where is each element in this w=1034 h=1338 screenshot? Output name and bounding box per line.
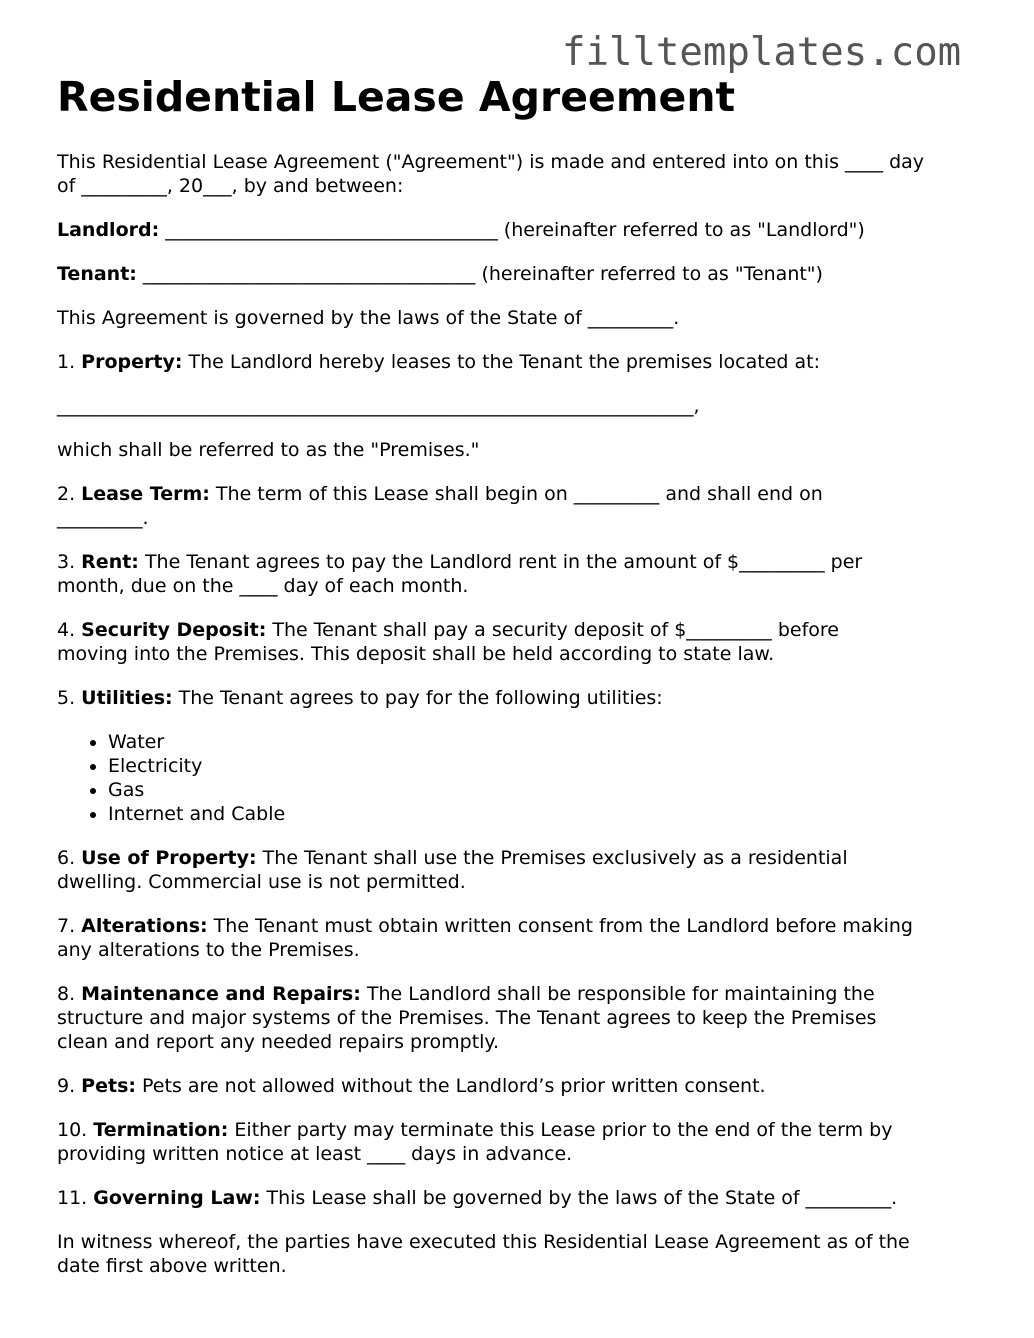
section-maintenance [57,982,987,1054]
section-text-cont: _________. [57,507,149,529]
tenant-line [57,262,987,286]
section-text: The Tenant agrees to pay for the following utilities: [172,687,663,709]
section-pets [57,1074,987,1098]
landlord-line [57,218,987,242]
section-label: Pets: [81,1075,136,1097]
section-number: 6. [57,847,82,869]
section-text: The Tenant shall pay a security deposit of $_________ before [266,619,839,641]
list-item: • Electricity [108,754,987,778]
section-lease-term [57,482,987,530]
section-text-cont: any alterations to the Premises. [57,939,360,961]
intro-paragraph [57,150,987,198]
section-termination [57,1118,987,1166]
landlord-field[interactable]: ___________________________________ (hereinafter referred to as "Landlord") [159,219,865,241]
section-number: 8. [57,983,82,1005]
section-text-cont: structure and major systems of the Premises. The Tenant agrees to keep the Premises [57,1007,877,1029]
section-label: Use of Property: [81,847,257,869]
list-item: • Water [108,730,987,754]
section-property [57,350,987,374]
intro-line-2: of _________, 20___, by and between: [57,175,404,197]
section-governing-law [57,1186,987,1210]
tenant-label: Tenant: [57,263,137,285]
section-text-cont: providing written notice at least ____ days in advance. [57,1143,573,1165]
section-text: The Tenant must obtain written consent from the Landlord before making [207,915,913,937]
section-text: The Tenant shall use the Premises exclusively as a residential [256,847,848,869]
section-number: 1. [57,351,82,373]
section-number: 4. [57,619,82,641]
section-text: Either party may terminate this Lease prior to the end of the term by [228,1119,893,1141]
section-label: Alterations: [81,915,208,937]
section-label: Rent: [81,551,139,573]
section-text: The Tenant agrees to pay the Landlord rent in the amount of $_________ per [138,551,863,573]
witness-line-2: date first above written. [57,1255,287,1277]
section-text-cont: dwelling. Commercial use is not permitted. [57,871,466,893]
section-alterations [57,914,987,962]
witness-paragraph [57,1230,987,1278]
property-address-field[interactable]: ___________________________________________________________________, [57,395,700,417]
section-label: Governing Law: [93,1187,261,1209]
section-text: The term of this Lease shall begin on _________ and shall end on [209,483,823,505]
utilities-list [57,730,987,826]
section-text-cont: moving into the Premises. This deposit shall be held according to state law. [57,643,775,665]
section-label: Maintenance and Repairs: [81,983,361,1005]
landlord-label: Landlord: [57,219,160,241]
section-text-cont: month, due on the ____ day of each month. [57,575,469,597]
watermark-brand: filltemplates.com [562,30,962,75]
list-item: • Internet and Cable [108,802,987,826]
section-number: 2. [57,483,82,505]
section-label: Utilities: [81,687,173,709]
section-text: The Landlord shall be responsible for maintaining the [360,983,875,1005]
tenant-field[interactable]: ___________________________________ (hereinafter referred to as "Tenant") [136,263,823,285]
list-item: • Gas [108,778,987,802]
section-number: 9. [57,1075,82,1097]
section-text: This Lease shall be governed by the laws of the State of _________. [260,1187,898,1209]
section-number: 3. [57,551,82,573]
section-number: 5. [57,687,82,709]
section-number: 7. [57,915,82,937]
section-label: Lease Term: [81,483,210,505]
section-label: Termination: [93,1119,229,1141]
section-security-deposit [57,618,987,666]
section-use-of-property [57,846,987,894]
page-title: Residential Lease Agreement [57,73,736,121]
property-premises-text: which shall be referred to as the "Premises." [57,439,480,461]
governed-line: This Agreement is governed by the laws of the State of _________. [57,307,680,329]
section-text: The Landlord hereby leases to the Tenant the premises located at: [182,351,821,373]
section-text-cont: clean and report any needed repairs promptly. [57,1031,500,1053]
intro-line-1: This Residential Lease Agreement ("Agreement") is made and entered into on this ____ day [57,151,925,173]
section-label: Security Deposit: [81,619,267,641]
section-label: Property: [81,351,183,373]
witness-line-1: In witness whereof, the parties have executed this Residential Lease Agreement as of the [57,1231,910,1253]
section-number: 11. [57,1187,94,1209]
section-utilities [57,686,987,710]
section-text: Pets are not allowed without the Landlord’s prior written consent. [135,1075,766,1097]
document-body [57,150,987,1298]
section-number: 10. [57,1119,94,1141]
section-rent [57,550,987,598]
